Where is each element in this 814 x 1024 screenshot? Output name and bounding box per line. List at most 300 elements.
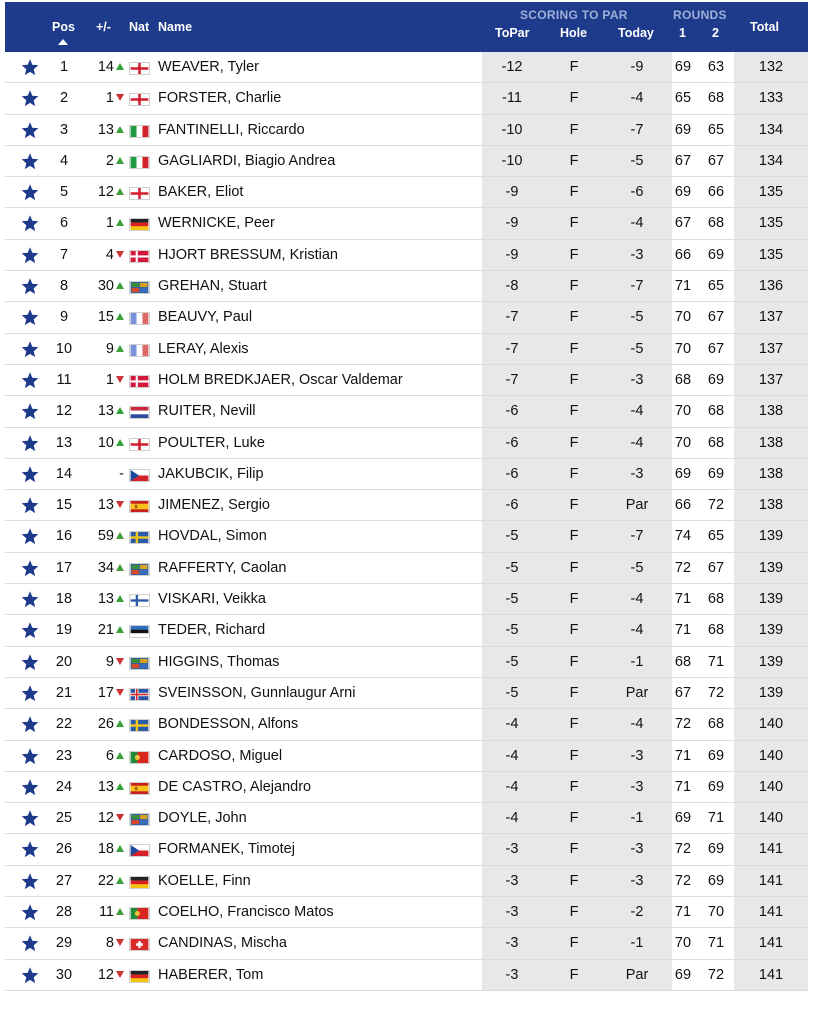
player-name[interactable]: SVEINSSON, Gunnlaugur Arni	[158, 684, 356, 701]
col-topar-header: ToPar	[495, 26, 530, 40]
flag-sui-icon	[129, 938, 150, 951]
round-2: 68	[707, 716, 725, 733]
player-name[interactable]: COELHO, Francisco Matos	[158, 904, 334, 921]
leaderboard-row[interactable]	[5, 678, 808, 709]
movement-value: 18	[97, 841, 114, 858]
movement-value: 9	[105, 653, 114, 670]
player-name[interactable]: DOYLE, John	[158, 810, 247, 827]
total: 140	[758, 716, 784, 733]
favorite-star-icon[interactable]	[20, 559, 40, 578]
leaderboard-row[interactable]	[5, 709, 808, 740]
total: 138	[758, 403, 784, 420]
round-2: 71	[707, 935, 725, 952]
position: 23	[55, 747, 73, 764]
to-par: -9	[505, 215, 519, 232]
movement-value: 2	[105, 152, 114, 169]
player-name[interactable]: TEDER, Richard	[158, 622, 266, 639]
movement-value: 21	[97, 622, 114, 639]
player-name[interactable]: CARDOSO, Miguel	[158, 747, 283, 764]
today: -5	[630, 559, 644, 576]
leaderboard-row[interactable]	[5, 52, 808, 83]
favorite-star-icon[interactable]	[20, 465, 40, 484]
down-arrow-icon	[116, 94, 124, 101]
round-2: 71	[707, 653, 725, 670]
total: 135	[758, 246, 784, 263]
today: Par	[625, 966, 649, 983]
rounds-group-header: ROUNDS	[673, 8, 727, 22]
leaderboard-row[interactable]	[5, 772, 808, 803]
player-name[interactable]: FORSTER, Charlie	[158, 90, 282, 107]
round-2: 67	[707, 309, 725, 326]
round-1: 70	[674, 309, 692, 326]
favorite-star-icon[interactable]	[20, 934, 40, 953]
down-arrow-icon	[116, 689, 124, 696]
col-round1-header: 1	[679, 26, 686, 40]
down-arrow-icon	[116, 971, 124, 978]
to-par: -5	[505, 684, 519, 701]
flag-eng-icon	[129, 93, 150, 106]
flag-fra-icon	[129, 344, 150, 357]
position: 11	[56, 371, 72, 388]
hole: F	[569, 810, 579, 827]
flag-den-icon	[129, 250, 150, 263]
to-par: -3	[505, 966, 519, 983]
movement	[81, 584, 124, 615]
round-2: 68	[707, 434, 725, 451]
total: 133	[758, 90, 784, 107]
position: 3	[59, 121, 69, 138]
movement	[81, 521, 124, 552]
favorite-star-icon[interactable]	[20, 715, 40, 734]
round-1: 70	[674, 434, 692, 451]
flag-isl-icon	[129, 688, 150, 701]
hole: F	[569, 184, 579, 201]
round-1: 70	[674, 935, 692, 952]
today: -3	[630, 747, 644, 764]
favorite-star-icon[interactable]	[20, 966, 40, 985]
flag-irl-icon	[129, 281, 150, 294]
flag-den-icon	[129, 375, 150, 388]
col-today-header: Today	[618, 26, 654, 40]
total: 137	[758, 371, 784, 388]
total: 139	[758, 591, 784, 608]
player-name[interactable]: HJORT BRESSUM, Kristian	[158, 246, 338, 263]
player-name[interactable]: JIMENEZ, Sergio	[158, 497, 270, 514]
to-par: -4	[505, 747, 519, 764]
position: 4	[59, 152, 69, 169]
movement	[81, 459, 124, 490]
flag-ita-icon	[129, 156, 150, 169]
favorite-star-icon[interactable]	[20, 371, 40, 390]
round-2: 68	[707, 90, 725, 107]
total: 137	[758, 309, 784, 326]
favorite-star-icon[interactable]	[20, 809, 40, 828]
position: 1	[59, 59, 69, 75]
total: 140	[758, 747, 784, 764]
today: -7	[630, 528, 644, 545]
hole: F	[569, 966, 579, 983]
leaderboard-row[interactable]	[5, 396, 808, 427]
leaderboard-row[interactable]	[5, 490, 808, 521]
leaderboard-row[interactable]	[5, 647, 808, 678]
position: 15	[55, 497, 73, 514]
round-1: 71	[674, 591, 692, 608]
movement-value: 30	[97, 278, 114, 295]
round-2: 72	[707, 684, 725, 701]
favorite-star-icon[interactable]	[20, 277, 40, 296]
movement	[81, 741, 124, 772]
leaderboard-row[interactable]	[5, 271, 808, 302]
movement	[81, 709, 124, 740]
to-par: -4	[505, 778, 519, 795]
round-2: 68	[707, 215, 725, 232]
movement-value: 1	[105, 371, 114, 388]
position: 9	[59, 309, 69, 326]
down-arrow-icon	[116, 658, 124, 665]
hole: F	[569, 152, 579, 169]
today: -7	[630, 121, 644, 138]
player-name[interactable]: RAFFERTY, Caolan	[158, 559, 287, 576]
round-2: 69	[707, 747, 725, 764]
player-name[interactable]: POULTER, Luke	[158, 434, 265, 451]
to-par: -5	[505, 559, 519, 576]
player-name[interactable]: HABERER, Tom	[158, 966, 264, 983]
to-par: -6	[505, 403, 519, 420]
to-par: -9	[505, 246, 519, 263]
round-2: 68	[707, 403, 725, 420]
round-2: 69	[707, 872, 725, 889]
today: -4	[630, 215, 644, 232]
favorite-star-icon[interactable]	[20, 58, 40, 77]
today: -5	[630, 340, 644, 357]
leaderboard-row[interactable]	[5, 897, 808, 928]
hole: F	[569, 90, 579, 107]
favorite-star-icon[interactable]	[20, 89, 40, 108]
favorite-star-icon[interactable]	[20, 152, 40, 171]
favorite-star-icon[interactable]	[20, 183, 40, 202]
up-arrow-icon	[116, 126, 124, 133]
total: 132	[758, 59, 784, 75]
leaderboard-row[interactable]	[5, 146, 808, 177]
flag-fra-icon	[129, 312, 150, 325]
flag-eng-icon	[129, 62, 150, 75]
today: -4	[630, 434, 644, 451]
hole: F	[569, 246, 579, 263]
player-name[interactable]: FANTINELLI, Riccardo	[158, 121, 305, 138]
position: 13	[55, 434, 73, 451]
up-arrow-icon	[116, 532, 124, 539]
up-arrow-icon	[116, 720, 124, 727]
leaderboard-row[interactable]	[5, 928, 808, 959]
player-name[interactable]: FORMANEK, Timotej	[158, 841, 295, 858]
leaderboard-row[interactable]	[5, 741, 808, 772]
leaderboard-row[interactable]	[5, 177, 808, 208]
today: -5	[630, 309, 644, 326]
favorite-star-icon[interactable]	[20, 121, 40, 140]
total: 138	[758, 434, 784, 451]
movement	[81, 83, 124, 114]
round-2: 69	[707, 465, 725, 482]
hole: F	[569, 559, 579, 576]
movement	[81, 490, 124, 521]
leaderboard-row[interactable]	[5, 208, 808, 239]
round-1: 71	[674, 747, 692, 764]
to-par: -6	[505, 465, 519, 482]
leaderboard-row[interactable]	[5, 615, 808, 646]
round-1: 72	[674, 559, 692, 576]
player-name[interactable]: GREHAN, Stuart	[158, 278, 267, 295]
movement-value: 13	[97, 497, 114, 514]
movement	[81, 678, 124, 709]
flag-por-icon	[129, 907, 150, 920]
sort-ascending-icon[interactable]	[58, 39, 68, 45]
leaderboard	[5, 2, 808, 991]
movement-value: 14	[97, 59, 114, 75]
leaderboard-row[interactable]	[5, 240, 808, 271]
leaderboard-row[interactable]	[5, 83, 808, 114]
today: -3	[630, 778, 644, 795]
up-arrow-icon	[116, 908, 124, 915]
movement-value: 59	[97, 528, 114, 545]
player-name[interactable]: BEAUVY, Paul	[158, 309, 253, 326]
flag-esp-icon	[129, 500, 150, 513]
favorite-star-icon[interactable]	[20, 527, 40, 546]
movement-value: 11	[98, 904, 114, 921]
up-arrow-icon	[116, 783, 124, 790]
leaderboard-row[interactable]	[5, 115, 808, 146]
movement	[81, 208, 124, 239]
today: -4	[630, 622, 644, 639]
flag-ger-icon	[129, 970, 150, 983]
favorite-star-icon[interactable]	[20, 778, 40, 797]
player-name[interactable]: DE CASTRO, Alejandro	[158, 778, 312, 795]
favorite-star-icon[interactable]	[20, 872, 40, 891]
round-1: 71	[674, 622, 692, 639]
position: 7	[59, 246, 69, 263]
round-1: 68	[674, 371, 692, 388]
favorite-star-icon[interactable]	[20, 653, 40, 672]
flag-esp-icon	[129, 782, 150, 795]
total: 135	[758, 215, 784, 232]
total: 136	[758, 278, 784, 295]
player-name[interactable]: BAKER, Eliot	[158, 184, 244, 201]
position: 17	[55, 559, 73, 576]
favorite-star-icon[interactable]	[20, 590, 40, 609]
favorite-star-icon[interactable]	[20, 434, 40, 453]
flag-irl-icon	[129, 813, 150, 826]
up-arrow-icon	[116, 157, 124, 164]
leaderboard-row[interactable]	[5, 521, 808, 552]
player-name[interactable]: WEAVER, Tyler	[158, 59, 259, 75]
position: 19	[55, 622, 73, 639]
hole: F	[569, 591, 579, 608]
leaderboard-row[interactable]	[5, 334, 808, 365]
leaderboard-row[interactable]	[5, 428, 808, 459]
round-1: 74	[674, 528, 692, 545]
col-pos-header[interactable]: Pos	[52, 20, 75, 34]
leaderboard-row[interactable]	[5, 960, 808, 991]
movement	[81, 803, 124, 834]
to-par: -5	[505, 653, 519, 670]
today: -3	[630, 841, 644, 858]
today: -6	[630, 184, 644, 201]
movement-value: 15	[97, 309, 114, 326]
player-name[interactable]: HIGGINS, Thomas	[158, 653, 280, 670]
movement	[81, 365, 124, 396]
today: -4	[630, 591, 644, 608]
leaderboard-row[interactable]	[5, 302, 808, 333]
flag-irl-icon	[129, 563, 150, 576]
flag-irl-icon	[129, 657, 150, 670]
down-arrow-icon	[116, 814, 124, 821]
col-movement-header: +/-	[96, 20, 111, 34]
player-name[interactable]: VISKARI, Veikka	[158, 591, 266, 608]
player-name[interactable]: LERAY, Alexis	[158, 340, 249, 357]
movement	[81, 115, 124, 146]
round-1: 69	[674, 184, 692, 201]
round-1: 72	[674, 716, 692, 733]
total: 139	[758, 528, 784, 545]
position: 14	[55, 465, 73, 482]
favorite-star-icon[interactable]	[20, 402, 40, 421]
player-name[interactable]: RUITER, Nevill	[158, 403, 256, 420]
leaderboard-row[interactable]	[5, 459, 808, 490]
total: 140	[758, 778, 784, 795]
flag-swe-icon	[129, 531, 150, 544]
favorite-star-icon[interactable]	[20, 903, 40, 922]
round-1: 67	[674, 215, 692, 232]
flag-por-icon	[129, 751, 150, 764]
to-par: -3	[505, 841, 519, 858]
flag-fin-icon	[129, 594, 150, 607]
leaderboard-row[interactable]	[5, 803, 808, 834]
up-arrow-icon	[116, 407, 124, 414]
favorite-star-icon[interactable]	[20, 496, 40, 515]
round-1: 72	[674, 872, 692, 889]
today: -1	[630, 810, 644, 827]
movement	[81, 240, 124, 271]
hole: F	[569, 434, 579, 451]
hole: F	[569, 904, 579, 921]
hole: F	[569, 403, 579, 420]
to-par: -12	[501, 59, 523, 75]
movement	[81, 177, 124, 208]
player-name[interactable]: BONDESSON, Alfons	[158, 716, 299, 733]
movement-value: 1	[105, 90, 114, 107]
total: 138	[758, 497, 784, 514]
hole: F	[569, 340, 579, 357]
movement-value: 4	[105, 246, 114, 263]
movement	[81, 428, 124, 459]
leaderboard-header	[5, 2, 808, 52]
round-2: 70	[707, 904, 725, 921]
favorite-star-icon[interactable]	[20, 340, 40, 359]
position: 29	[55, 935, 73, 952]
round-2: 65	[707, 528, 725, 545]
total: 140	[758, 810, 784, 827]
leaderboard-row[interactable]	[5, 365, 808, 396]
total: 138	[758, 465, 784, 482]
player-name[interactable]: GAGLIARDI, Biagio Andrea	[158, 152, 336, 169]
movement-value: 13	[97, 121, 114, 138]
favorite-star-icon[interactable]	[20, 621, 40, 640]
total: 141	[758, 966, 784, 983]
player-name[interactable]: HOLM BREDKJAER, Oscar Valdemar	[158, 371, 403, 388]
hole: F	[569, 653, 579, 670]
round-2: 69	[707, 246, 725, 263]
favorite-star-icon[interactable]	[20, 747, 40, 766]
player-name[interactable]: WERNICKE, Peer	[158, 215, 275, 232]
player-name[interactable]: CANDINAS, Mischa	[158, 935, 287, 952]
to-par: -3	[505, 904, 519, 921]
to-par: -5	[505, 528, 519, 545]
position: 10	[55, 340, 73, 357]
today: Par	[625, 684, 649, 701]
movement-value: 8	[105, 935, 114, 952]
favorite-star-icon[interactable]	[20, 840, 40, 859]
round-1: 67	[674, 684, 692, 701]
movement-value: 12	[97, 966, 114, 983]
down-arrow-icon	[116, 251, 124, 258]
round-2: 65	[707, 278, 725, 295]
position: 22	[55, 716, 73, 733]
to-par: -11	[502, 90, 522, 107]
favorite-star-icon[interactable]	[20, 684, 40, 703]
player-name[interactable]: KOELLE, Finn	[158, 872, 251, 889]
total: 141	[758, 935, 784, 952]
round-1: 66	[674, 497, 692, 514]
leaderboard-row[interactable]	[5, 834, 808, 865]
movement-value: 1	[105, 215, 114, 232]
leaderboard-rows	[5, 52, 808, 991]
round-1: 69	[674, 465, 692, 482]
total: 134	[758, 121, 784, 138]
round-1: 69	[674, 810, 692, 827]
to-par: -10	[501, 121, 523, 138]
total: 137	[758, 340, 784, 357]
player-name[interactable]: HOVDAL, Simon	[158, 528, 267, 545]
position: 16	[55, 528, 73, 545]
movement-value: 10	[97, 434, 114, 451]
flag-swe-icon	[129, 719, 150, 732]
to-par: -6	[505, 434, 519, 451]
hole: F	[569, 747, 579, 764]
leaderboard-row[interactable]	[5, 866, 808, 897]
to-par: -9	[505, 184, 519, 201]
movement	[81, 553, 124, 584]
col-round2-header: 2	[712, 26, 719, 40]
flag-ned-icon	[129, 406, 150, 419]
hole: F	[569, 778, 579, 795]
favorite-star-icon[interactable]	[20, 214, 40, 233]
player-name[interactable]: JAKUBCIK, Filip	[158, 465, 264, 482]
today: -1	[630, 653, 644, 670]
col-nat-header: Nat	[129, 20, 150, 34]
total: 141	[758, 872, 784, 889]
flag-ger-icon	[129, 218, 150, 231]
round-2: 71	[707, 810, 725, 827]
leaderboard-row[interactable]	[5, 553, 808, 584]
round-1: 66	[674, 246, 692, 263]
down-arrow-icon	[116, 939, 124, 946]
leaderboard-row[interactable]	[5, 584, 808, 615]
up-arrow-icon	[116, 595, 124, 602]
favorite-star-icon[interactable]	[20, 246, 40, 265]
favorite-star-icon[interactable]	[20, 308, 40, 327]
today: -4	[630, 716, 644, 733]
movement	[81, 897, 124, 928]
round-1: 69	[674, 59, 692, 75]
